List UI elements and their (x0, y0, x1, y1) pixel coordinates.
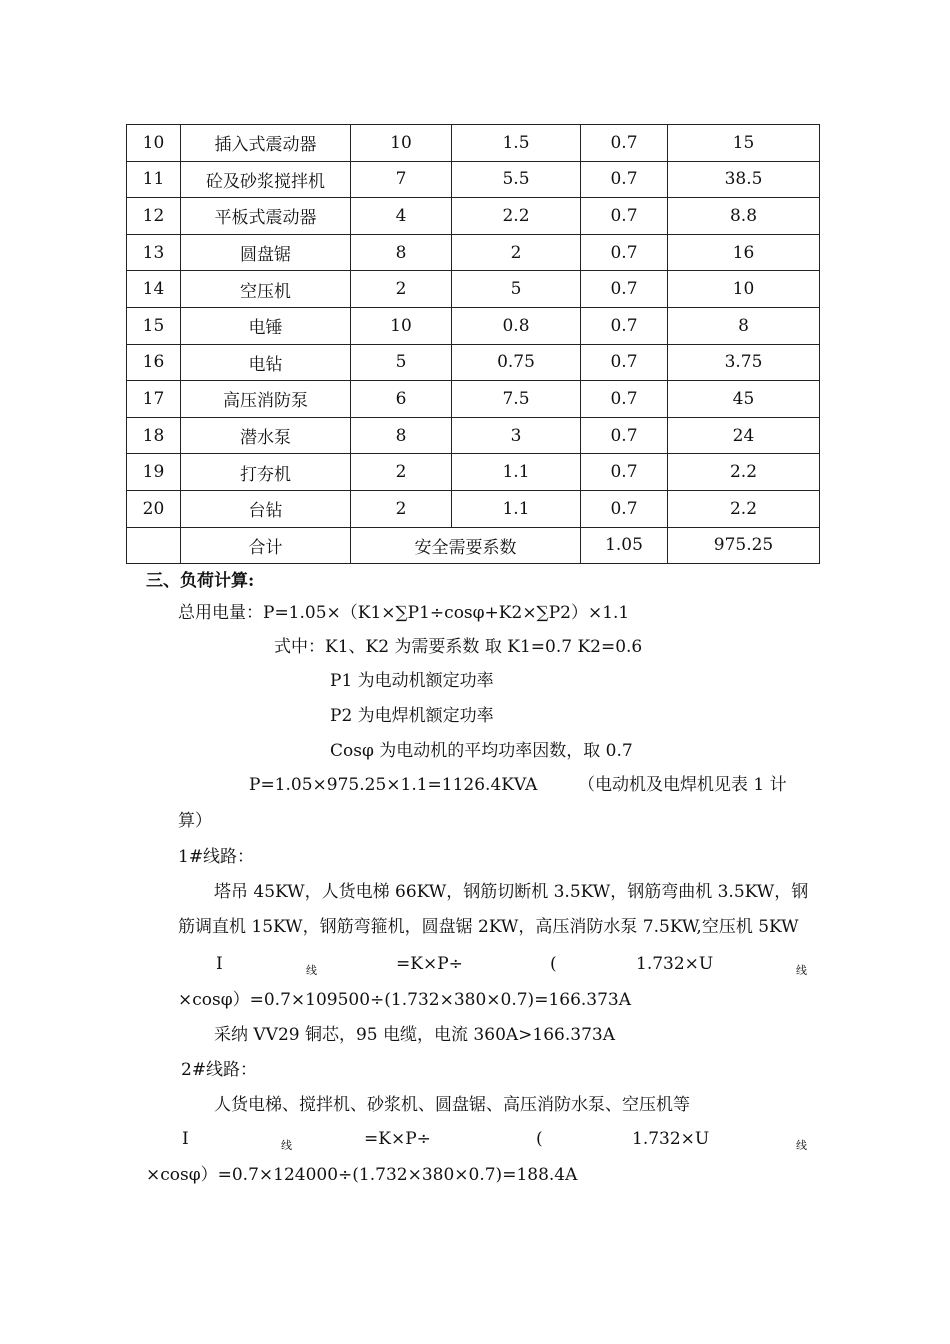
rated-power-cell: 0.75 (452, 344, 581, 381)
table-row (127, 198, 820, 235)
power-calculation-note-cont: 算） (178, 811, 212, 831)
total-value: 975.25 (668, 527, 820, 564)
line2-current-symbol: I (182, 1129, 189, 1149)
rated-power-cell: 0.8 (452, 307, 581, 344)
total-power-cell: 8.8 (668, 198, 820, 235)
demand-factor-cell: 0.7 (581, 271, 668, 308)
line1-cable-selection: 采纳 VV29 铜芯，95 电缆，电流 360A>166.373A (214, 1025, 615, 1045)
equipment-name-cell: 电钻 (181, 344, 351, 381)
line1-voltage-subscript: 线 (796, 964, 807, 977)
demand-factor-cell: 0.7 (581, 161, 668, 198)
quantity-cell: 2 (351, 454, 452, 491)
equipment-name-cell: 空压机 (181, 271, 351, 308)
demand-factor-cell: 0.7 (581, 490, 668, 527)
line2-title: 2#线路： (181, 1060, 258, 1080)
demand-factor-cell: 0.7 (581, 198, 668, 235)
equipment-name-cell: 电锤 (181, 307, 351, 344)
quantity-cell: 2 (351, 490, 452, 527)
row-number-cell: 12 (127, 198, 181, 235)
row-number-cell: 20 (127, 490, 181, 527)
quantity-cell: 6 (351, 381, 452, 418)
line1-title: 1#线路： (178, 847, 255, 867)
rated-power-cell: 1.1 (452, 490, 581, 527)
row-number-cell: 17 (127, 381, 181, 418)
row-number-cell: 10 (127, 125, 181, 162)
table-body (127, 125, 820, 528)
row-number-cell: 19 (127, 454, 181, 491)
total-power-cell: 16 (668, 234, 820, 271)
equipment-name-cell: 潜水泵 (181, 417, 351, 454)
equipment-name-cell: 台钻 (181, 490, 351, 527)
quantity-cell: 2 (351, 271, 452, 308)
demand-factor-cell: 0.7 (581, 454, 668, 491)
line1-constant: 1.732×U (636, 954, 714, 974)
total-power-cell: 8 (668, 307, 820, 344)
total-power-cell: 38.5 (668, 161, 820, 198)
line2-equipment-desc: 人货电梯、搅拌机、砂浆机、圆盘锯、高压消防水泵、空压机等 (214, 1095, 690, 1115)
row-number-cell: 13 (127, 234, 181, 271)
total-power-cell: 2.2 (668, 490, 820, 527)
demand-factor-cell: 0.7 (581, 307, 668, 344)
total-power-cell: 3.75 (668, 344, 820, 381)
rated-power-cell: 2.2 (452, 198, 581, 235)
rated-power-cell: 1.5 (452, 125, 581, 162)
cos-phi-definition: Cosφ 为电动机的平均功率因数，取 0.7 (330, 741, 633, 761)
line1-equipment-desc-cont: 筋调直机 15KW，钢筋弯箍机，圆盘锯 2KW，高压消防水泵 7.5KW,空压机 5KW (178, 917, 799, 937)
total-power-cell: 24 (668, 417, 820, 454)
demand-factor-cell: 0.7 (581, 344, 668, 381)
row-number-cell: 18 (127, 417, 181, 454)
total-cell-empty (127, 527, 181, 564)
line2-current-equation: =K×P÷ (364, 1129, 431, 1149)
quantity-cell: 10 (351, 307, 452, 344)
rated-power-cell: 2 (452, 234, 581, 271)
table-row (127, 307, 820, 344)
total-label: 合计 (181, 527, 351, 564)
quantity-cell: 7 (351, 161, 452, 198)
total-power-cell: 10 (668, 271, 820, 308)
demand-factor-cell: 0.7 (581, 125, 668, 162)
line1-current-equation: =K×P÷ (396, 954, 463, 974)
p2-definition: P2 为电焊机额定功率 (330, 706, 494, 726)
line2-paren: ( (536, 1129, 543, 1149)
table-row (127, 161, 820, 198)
line2-constant: 1.732×U (632, 1129, 710, 1149)
table-row (127, 344, 820, 381)
equipment-name-cell: 平板式震动器 (181, 198, 351, 235)
line2-voltage-subscript: 线 (796, 1139, 807, 1152)
line1-current-subscript: 线 (306, 964, 317, 977)
total-power-cell: 15 (668, 125, 820, 162)
quantity-cell: 5 (351, 344, 452, 381)
quantity-cell: 10 (351, 125, 452, 162)
row-number-cell: 15 (127, 307, 181, 344)
total-power-formula: 总用电量：P=1.05×（K1×∑P1÷cosφ+K2×∑P2）×1.1 (178, 603, 630, 623)
demand-factor-cell: 0.7 (581, 417, 668, 454)
formula-where-text: 式中：K1、K2 为需要系数 取 K1=0.7 K2=0.6 (274, 637, 643, 657)
quantity-cell: 8 (351, 234, 452, 271)
total-row (127, 527, 820, 564)
line2-current-subscript: 线 (281, 1139, 292, 1152)
row-number-cell: 11 (127, 161, 181, 198)
equipment-name-cell: 打夯机 (181, 454, 351, 491)
equipment-name-cell: 插入式震动器 (181, 125, 351, 162)
quantity-cell: 4 (351, 198, 452, 235)
row-number-cell: 14 (127, 271, 181, 308)
power-calculation-note: （电动机及电焊机见表 1 计 (578, 775, 787, 795)
equipment-name-cell: 高压消防泵 (181, 381, 351, 418)
total-power-cell: 45 (668, 381, 820, 418)
table-row (127, 234, 820, 271)
equipment-name-cell: 圆盘锯 (181, 234, 351, 271)
rated-power-cell: 7.5 (452, 381, 581, 418)
row-number-cell: 16 (127, 344, 181, 381)
table-row (127, 381, 820, 418)
table-row (127, 417, 820, 454)
demand-factor-cell: 0.7 (581, 381, 668, 418)
power-calculation: P=1.05×975.25×1.1=1126.4KVA (249, 775, 538, 795)
table-row (127, 454, 820, 491)
p1-definition: P1 为电动机额定功率 (330, 671, 494, 691)
line1-current-symbol: I (216, 954, 223, 974)
safety-factor-value: 1.05 (581, 527, 668, 564)
section-heading: 三、负荷计算: (146, 571, 255, 591)
table-row (127, 125, 820, 162)
line2-current-calculation: ×cosφ）=0.7×124000÷(1.732×380×0.7)=188.4A (146, 1165, 578, 1185)
quantity-cell: 8 (351, 417, 452, 454)
table-row (127, 490, 820, 527)
rated-power-cell: 5 (452, 271, 581, 308)
equipment-load-table (126, 124, 820, 564)
line1-paren: ( (550, 954, 557, 974)
total-power-cell: 2.2 (668, 454, 820, 491)
line1-equipment-desc: 塔吊 45KW，人货电梯 66KW，钢筋切断机 3.5KW，钢筋弯曲机 3.5KW，钢 (214, 882, 809, 902)
demand-factor-cell: 0.7 (581, 234, 668, 271)
rated-power-cell: 5.5 (452, 161, 581, 198)
equipment-name-cell: 砼及砂浆搅拌机 (181, 161, 351, 198)
line1-current-calculation: ×cosφ）=0.7×109500÷(1.732×380×0.7)=166.373A (178, 990, 632, 1010)
table-row (127, 271, 820, 308)
rated-power-cell: 1.1 (452, 454, 581, 491)
safety-factor-label: 安全需要系数 (351, 527, 581, 564)
rated-power-cell: 3 (452, 417, 581, 454)
